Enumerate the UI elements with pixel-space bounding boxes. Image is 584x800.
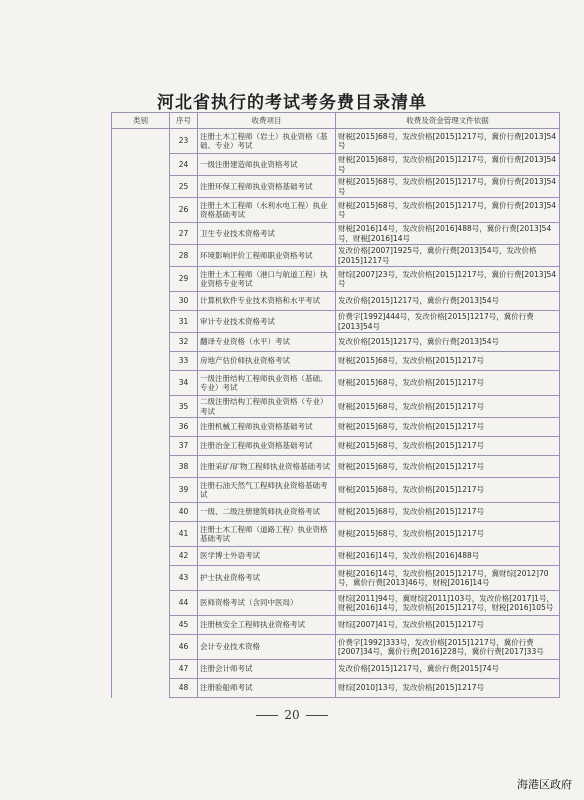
row-number: 45 <box>170 616 198 635</box>
category-cell <box>112 456 170 478</box>
row-number: 23 <box>170 129 198 154</box>
fee-basis: 发改价格[2015]1217号，冀价行费[2013]54号 <box>336 333 560 352</box>
table-row <box>112 566 560 591</box>
fee-item: 房地产估价师执业资格考试 <box>198 352 336 371</box>
table-row <box>112 616 560 635</box>
fee-item: 会计专业技术资格 <box>198 635 336 660</box>
fee-item: 环境影响评价工程师职业资格考试 <box>198 245 336 267</box>
row-number: 43 <box>170 566 198 591</box>
table-row <box>112 223 560 245</box>
table-row <box>112 292 560 311</box>
fee-basis: 财税[2015]68号，发改价格[2015]1217号 <box>336 371 560 396</box>
row-number: 37 <box>170 437 198 456</box>
fee-item: 注册会计师考试 <box>198 660 336 679</box>
row-number: 44 <box>170 591 198 616</box>
fee-basis: 财综[2007]41号，发改价格[2015]1217号 <box>336 616 560 635</box>
fee-basis: 财税[2016]14号，发改价格[2015]1217号，冀财综[2012]70号，冀价行费[2013]46号，财税[2016]14号 <box>336 566 560 591</box>
fee-item: 一级、二级注册建筑师执业资格考试 <box>198 503 336 522</box>
fee-basis: 财综[2007]23号，发改价格[2015]1217号，冀价行费[2013]54号 <box>336 267 560 292</box>
fee-item: 翻译专业资格（水平）考试 <box>198 333 336 352</box>
row-number: 29 <box>170 267 198 292</box>
table-row <box>112 418 560 437</box>
fee-basis: 财税[2015]68号，发改价格[2015]1217号 <box>336 522 560 547</box>
category-cell <box>112 223 170 245</box>
category-cell <box>112 616 170 635</box>
table-row <box>112 267 560 292</box>
row-number: 36 <box>170 418 198 437</box>
fee-basis: 财税[2015]68号，发改价格[2015]1217号 <box>336 352 560 371</box>
category-cell <box>112 478 170 503</box>
category-cell <box>112 333 170 352</box>
row-number: 40 <box>170 503 198 522</box>
fee-basis: 发改价格[2015]1217号，冀价行费[2015]74号 <box>336 660 560 679</box>
fee-basis: 财税[2015]68号，发改价格[2015]1217号，冀价行费[2013]54号 <box>336 176 560 198</box>
row-number: 25 <box>170 176 198 198</box>
table-row <box>112 198 560 223</box>
fee-basis: 财税[2015]68号，发改价格[2015]1217号 <box>336 396 560 418</box>
fee-item: 护士执业资格考试 <box>198 566 336 591</box>
fee-basis: 财综[2011]94号，冀财综[2011]103号，发改价格[2017]1号，财税[2016]14号，发改价格[2015]1217号，财税[2016]105号 <box>336 591 560 616</box>
fee-basis: 财税[2015]68号，发改价格[2015]1217号 <box>336 437 560 456</box>
fee-item: 注册机械工程师执业资格基础考试 <box>198 418 336 437</box>
fee-item: 注册冶金工程师执业资格基础考试 <box>198 437 336 456</box>
fee-basis: 财税[2015]68号，发改价格[2015]1217号，冀价行费[2013]54号 <box>336 154 560 176</box>
row-number: 42 <box>170 547 198 566</box>
table-row <box>112 154 560 176</box>
row-number: 47 <box>170 660 198 679</box>
table-row <box>112 333 560 352</box>
fee-item: 注册验船师考试 <box>198 679 336 698</box>
fee-basis: 价费字[1992]444号，发改价格[2015]1217号，冀价行费[2013]54号 <box>336 311 560 333</box>
row-number: 33 <box>170 352 198 371</box>
table-row <box>112 176 560 198</box>
category-cell <box>112 418 170 437</box>
category-cell <box>112 522 170 547</box>
table-row <box>112 245 560 267</box>
fee-item: 注册土木工程师（港口与航道工程）执业资格专业考试 <box>198 267 336 292</box>
category-cell <box>112 396 170 418</box>
table-header-row <box>112 113 560 129</box>
fee-item: 注册土木工程师（水利水电工程）执业资格基础考试 <box>198 198 336 223</box>
fee-item: 审计专业技术资格考试 <box>198 311 336 333</box>
watermark: 海港区政府 <box>517 778 572 791</box>
category-cell <box>112 437 170 456</box>
fee-basis: 财综[2010]13号，发改价格[2015]1217号 <box>336 679 560 698</box>
table-row <box>112 679 560 698</box>
fee-item: 计算机软件专业技术资格和水平考试 <box>198 292 336 311</box>
table-row <box>112 660 560 679</box>
page-dash-right <box>306 715 328 716</box>
fee-item: 医学博士外语考试 <box>198 547 336 566</box>
category-cell <box>112 660 170 679</box>
row-number: 34 <box>170 371 198 396</box>
row-number: 46 <box>170 635 198 660</box>
fee-basis: 财税[2016]14号，发改价格[2016]488号，冀价行费[2013]54号，财税[2016]14号 <box>336 223 560 245</box>
table-row <box>112 456 560 478</box>
page-dash-left <box>256 715 278 716</box>
table-row <box>112 311 560 333</box>
row-number: 38 <box>170 456 198 478</box>
category-cell <box>112 292 170 311</box>
category-cell <box>112 591 170 616</box>
table-row <box>112 503 560 522</box>
row-number: 26 <box>170 198 198 223</box>
row-number: 32 <box>170 333 198 352</box>
row-number: 28 <box>170 245 198 267</box>
row-number: 31 <box>170 311 198 333</box>
category-cell <box>112 129 170 154</box>
category-cell <box>112 635 170 660</box>
category-cell <box>112 371 170 396</box>
category-cell <box>112 154 170 176</box>
table-row <box>112 591 560 616</box>
table-row <box>112 396 560 418</box>
fee-basis: 价费字[1992]333号，发改价格[2015]1217号，冀价行费[2007]34号，冀价行费[2016]228号，冀价行费[2017]33号 <box>336 635 560 660</box>
row-number: 48 <box>170 679 198 698</box>
fee-item: 注册采矿/矿物工程师执业资格基础考试 <box>198 456 336 478</box>
fee-basis: 财税[2015]68号，发改价格[2015]1217号 <box>336 503 560 522</box>
table-row <box>112 547 560 566</box>
page-number-text: 20 <box>284 708 300 722</box>
table-row <box>112 635 560 660</box>
fee-basis: 财税[2015]68号，发改价格[2015]1217号，冀价行费[2013]54号 <box>336 129 560 154</box>
category-cell <box>112 679 170 698</box>
header-item: 收费项目 <box>198 113 336 129</box>
category-cell <box>112 352 170 371</box>
table-row <box>112 129 560 154</box>
table-row <box>112 352 560 371</box>
fee-basis: 发改价格[2015]1217号，冀价行费[2013]54号 <box>336 292 560 311</box>
page-number <box>0 708 584 722</box>
header-basis: 收费及资金管理文件依据 <box>336 113 560 129</box>
fee-item: 一级注册建造师执业资格考试 <box>198 154 336 176</box>
fee-item: 注册土木工程师（道路工程）执业资格基础考试 <box>198 522 336 547</box>
category-cell <box>112 198 170 223</box>
fee-basis: 财税[2016]14号，发改价格[2016]488号 <box>336 547 560 566</box>
fee-item: 注册核安全工程师执业资格考试 <box>198 616 336 635</box>
fee-basis: 财税[2015]68号，发改价格[2015]1217号 <box>336 418 560 437</box>
header-category: 类别 <box>112 113 170 129</box>
table-row <box>112 437 560 456</box>
row-number: 35 <box>170 396 198 418</box>
fee-basis: 财税[2015]68号，发改价格[2015]1217号 <box>336 478 560 503</box>
row-number: 41 <box>170 522 198 547</box>
table-row <box>112 371 560 396</box>
fee-basis: 发改价格[2007]1925号，冀价行费[2013]54号，发改价格[2015]1217号 <box>336 245 560 267</box>
category-cell <box>112 547 170 566</box>
row-number: 30 <box>170 292 198 311</box>
fee-basis: 财税[2015]68号，发改价格[2015]1217号，冀价行费[2013]54号 <box>336 198 560 223</box>
category-cell <box>112 311 170 333</box>
table-row <box>112 522 560 547</box>
document-title: 河北省执行的考试考务费目录清单 <box>157 93 427 113</box>
category-cell <box>112 566 170 591</box>
row-number: 27 <box>170 223 198 245</box>
row-number: 24 <box>170 154 198 176</box>
fee-item: 医师资格考试（含同中医局） <box>198 591 336 616</box>
fee-item: 二级注册结构工程师执业资格（专业）考试 <box>198 396 336 418</box>
category-cell <box>112 245 170 267</box>
category-cell <box>112 176 170 198</box>
fee-item: 卫生专业技术资格考试 <box>198 223 336 245</box>
fee-basis: 财税[2015]68号，发改价格[2015]1217号 <box>336 456 560 478</box>
table-row <box>112 478 560 503</box>
fee-item: 注册土木工程师（岩土）执业资格（基础、专业）考试 <box>198 129 336 154</box>
category-cell <box>112 503 170 522</box>
row-number: 39 <box>170 478 198 503</box>
fee-table <box>111 112 560 698</box>
category-cell <box>112 267 170 292</box>
fee-item: 注册环保工程师执业资格基础考试 <box>198 176 336 198</box>
fee-item: 一级注册结构工程师执业资格（基础、专业）考试 <box>198 371 336 396</box>
fee-item: 注册石油天然气工程师执业资格基础考试 <box>198 478 336 503</box>
header-number: 序号 <box>170 113 198 129</box>
